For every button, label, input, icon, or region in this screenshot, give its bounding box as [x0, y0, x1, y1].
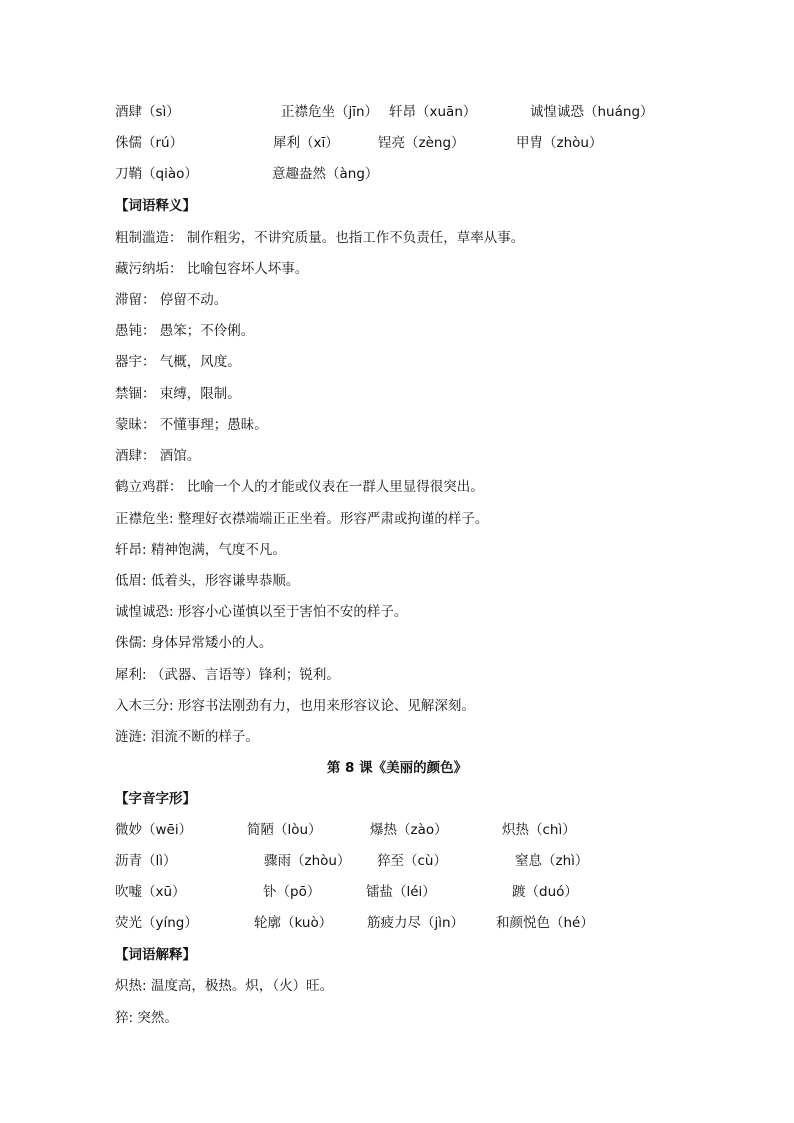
- definition-line: 涟涟: 泪流不断的样子。: [115, 729, 259, 745]
- pinyin-entry: 筋疲力尽（jìn）: [367, 915, 465, 931]
- pinyin-entry: 窒息（zhì）: [515, 853, 589, 869]
- pinyin-entry: 侏儒（rú）: [115, 135, 184, 151]
- pinyin-entry: 镭盐（léi）: [366, 884, 436, 900]
- pinyin-entry: 爆热（zào）: [370, 822, 448, 838]
- pinyin-entry: 诚惶诚恐（huáng）: [530, 104, 654, 120]
- pinyin-entry: 轩昂（xuān）: [389, 104, 477, 120]
- pinyin-entry: 甲胄（zhòu）: [516, 135, 603, 151]
- pinyin-entry: 吹嘘（xū）: [115, 884, 186, 900]
- definition-line: 蒙昧： 不懂事理；愚昧。: [115, 417, 268, 433]
- pinyin-row: [0, 882, 794, 902]
- section-heading: 【字音字形】: [115, 791, 196, 807]
- definition-line: 器宇： 气概，风度。: [115, 354, 241, 370]
- pinyin-entry: 和颜悦色（hé）: [496, 915, 594, 931]
- definition-line: 炽热: 温度高，极热。炽，（火）旺。: [115, 978, 334, 994]
- pinyin-row: [0, 913, 794, 933]
- pinyin-entry: 踱（duó）: [512, 884, 578, 900]
- pinyin-row: [0, 851, 794, 871]
- pinyin-entry: 简陋（lòu）: [247, 822, 322, 838]
- definition-line: 侏儒: 身体异常矮小的人。: [115, 635, 273, 651]
- pinyin-entry: 荧光（yíng）: [115, 915, 198, 931]
- pinyin-entry: 刀鞘（qiào）: [115, 166, 198, 182]
- pinyin-entry: 酒肆（sì）: [115, 104, 180, 120]
- definition-line: 愚钝： 愚笨；不伶俐。: [115, 323, 255, 339]
- definition-line: 滞留： 停留不动。: [115, 292, 228, 308]
- section-heading: 【词语释义】: [115, 198, 196, 214]
- definition-line: 轩昂: 精神饱满，气度不凡。: [115, 542, 286, 558]
- definition-line: 鹤立鸡群： 比喻一个人的才能或仪表在一群人里显得很突出。: [115, 479, 484, 495]
- pinyin-entry: 骤雨（zhòu）: [264, 853, 351, 869]
- pinyin-entry: 微妙（wēi）: [115, 822, 193, 838]
- section-heading: 【词语解释】: [115, 947, 196, 963]
- definition-line: 粗制滥造： 制作粗劣，不讲究质量。也指工作不负责任，草率从事。: [115, 230, 525, 246]
- pinyin-entry: 沥青（lì）: [115, 853, 177, 869]
- definition-line: 入木三分: 形容书法刚劲有力，也用来形容议论、见解深刻。: [115, 698, 475, 714]
- pinyin-entry: 正襟危坐（jīn）: [281, 104, 379, 120]
- definition-line: 猝: 突然。: [115, 1010, 178, 1026]
- pinyin-entry: 钋（pō）: [263, 884, 321, 900]
- definition-line: 犀利: （武器、言语等）锋利；锐利。: [115, 667, 340, 683]
- pinyin-row: [0, 820, 794, 840]
- pinyin-entry: 锃亮（zèng）: [378, 135, 465, 151]
- pinyin-entry: 轮廓（kuò）: [254, 915, 333, 931]
- pinyin-entry: 炽热（chì）: [502, 822, 576, 838]
- definition-line: 禁锢： 束缚，限制。: [115, 386, 241, 402]
- definition-line: 藏污纳垢： 比喻包容坏人坏事。: [115, 261, 309, 277]
- lesson-title: 第 8 课《美丽的颜色》: [326, 760, 468, 776]
- definition-line: 酒肆： 酒馆。: [115, 448, 201, 464]
- definition-line: 正襟危坐: 整理好衣襟端端正正坐着。形容严肃或拘谨的样子。: [115, 511, 489, 527]
- pinyin-entry: 犀利（xī）: [273, 135, 339, 151]
- definition-line: 低眉: 低着头，形容谦卑恭顺。: [115, 573, 300, 589]
- pinyin-entry: 意趣盎然（àng）: [272, 166, 379, 182]
- pinyin-row: [0, 164, 794, 184]
- definition-line: 诚惶诚恐: 形容小心谨慎以至于害怕不安的样子。: [115, 604, 408, 620]
- pinyin-row: [0, 102, 794, 122]
- pinyin-row: [0, 133, 794, 153]
- pinyin-entry: 猝至（cù）: [377, 853, 447, 869]
